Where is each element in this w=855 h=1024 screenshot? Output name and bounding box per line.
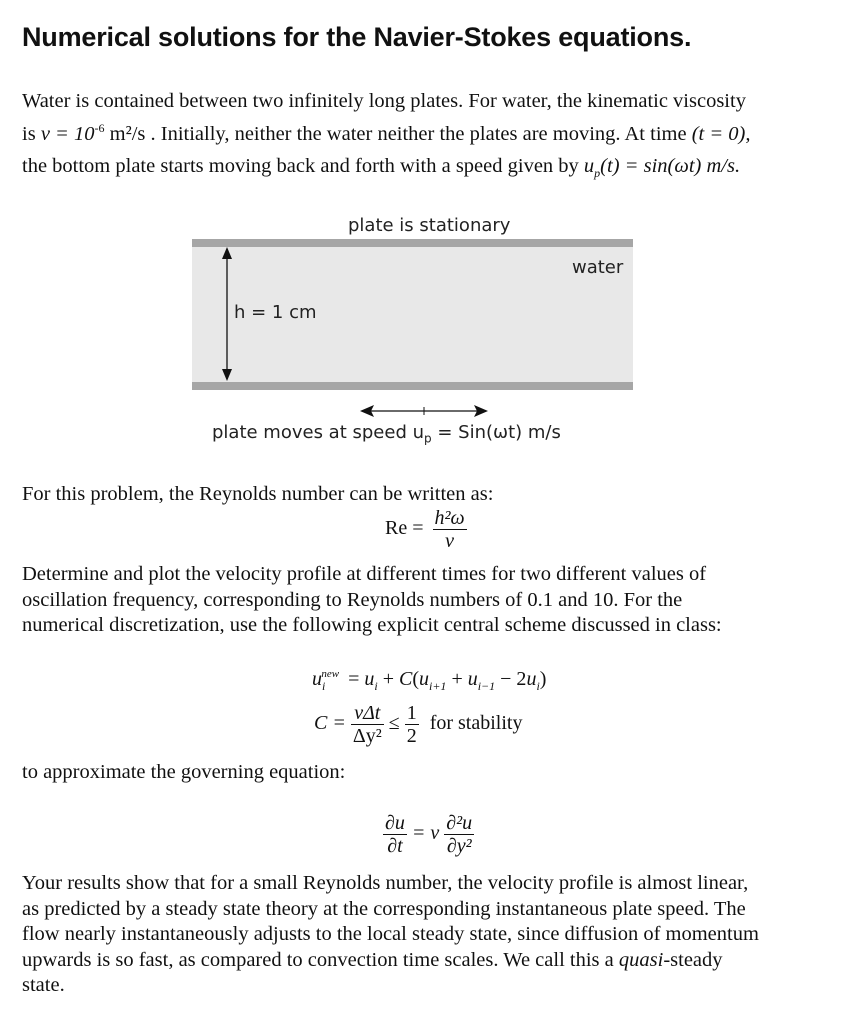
- oscillation-arrow-icon: [358, 402, 490, 420]
- quasi-emphasis: quasi: [618, 948, 664, 971]
- reynolds-equation: Re = $\frac{\text{h²ω}}{\nu}$: [385, 507, 465, 552]
- reynolds-intro: For this problem, the Reynolds number can be written as:: [22, 483, 494, 505]
- stability-equation: C = $\frac{\text{νΔt}}{\text{Δy²}}$ ≤ $\frac{1}{2}$ for stability: [314, 702, 523, 747]
- top-plate-label: plate is stationary: [348, 215, 511, 236]
- height-label: h = 1 cm: [234, 302, 317, 323]
- page-title: Numerical solutions for the Navier-Stokes equations.: [22, 22, 692, 52]
- water-label: water: [572, 257, 624, 278]
- time-zero: (t = 0),: [691, 122, 751, 145]
- intro-paragraph: [22, 88, 837, 187]
- height-arrow-icon: [215, 245, 239, 385]
- reynolds-numerator: h²ω: [434, 507, 465, 529]
- diffusion-equation: $\frac{\partial u}{\partial t}$ = ν $\frac{\text{∂²u}}{\text{∂y²}}$: [385, 812, 473, 857]
- update-equation: $u_i^{new} = u_i + C(u_{i+1} + u_{i-1} - 2u_i)$: [312, 668, 547, 693]
- bottom-plate: [192, 382, 633, 390]
- stability-label: for stability: [429, 712, 523, 735]
- task-paragraph: Determine and plot the velocity profile at different times for two different values of oscillation frequency, corresponding to Reynolds numbers of 0.1 and 10. For the numerical discretization, use the following explicit central scheme discussed in class:: [22, 563, 722, 636]
- top-plate: [192, 239, 633, 247]
- intro-line-3: the bottom plate starts moving back and forth with a speed given by $u_p(t) = \sin(\omega t)$ m/s.: [22, 154, 741, 180]
- intro-line-2: is $\nu = 10^{-6}$ m²/s . Initially, neither the water neither the plates are moving. At time (t = 0),: [22, 121, 751, 145]
- conclusion-paragraph: Your results show that for a small Reynolds number, the velocity profile is almost linear, as predicted by a steady state theory at the corresponding instantaneous plate speed. The flow nearly instantaneously adjusts to the local steady state, since diffusion of momentum upwards is so fast, as compared to convection time scales. We call this a quasi-steady state.: [22, 872, 759, 996]
- governing-intro: to approximate the governing equation:: [22, 761, 346, 783]
- bottom-plate-label: plate moves at speed $u_p = Sin(\omega t)$ m/s: [212, 422, 561, 446]
- viscosity-value: ν = 10: [40, 122, 95, 145]
- intro-line-1: Water is contained between two infinitely long plates. For water, the kinematic viscosity: [22, 90, 746, 112]
- reynolds-denominator: ν: [445, 530, 454, 552]
